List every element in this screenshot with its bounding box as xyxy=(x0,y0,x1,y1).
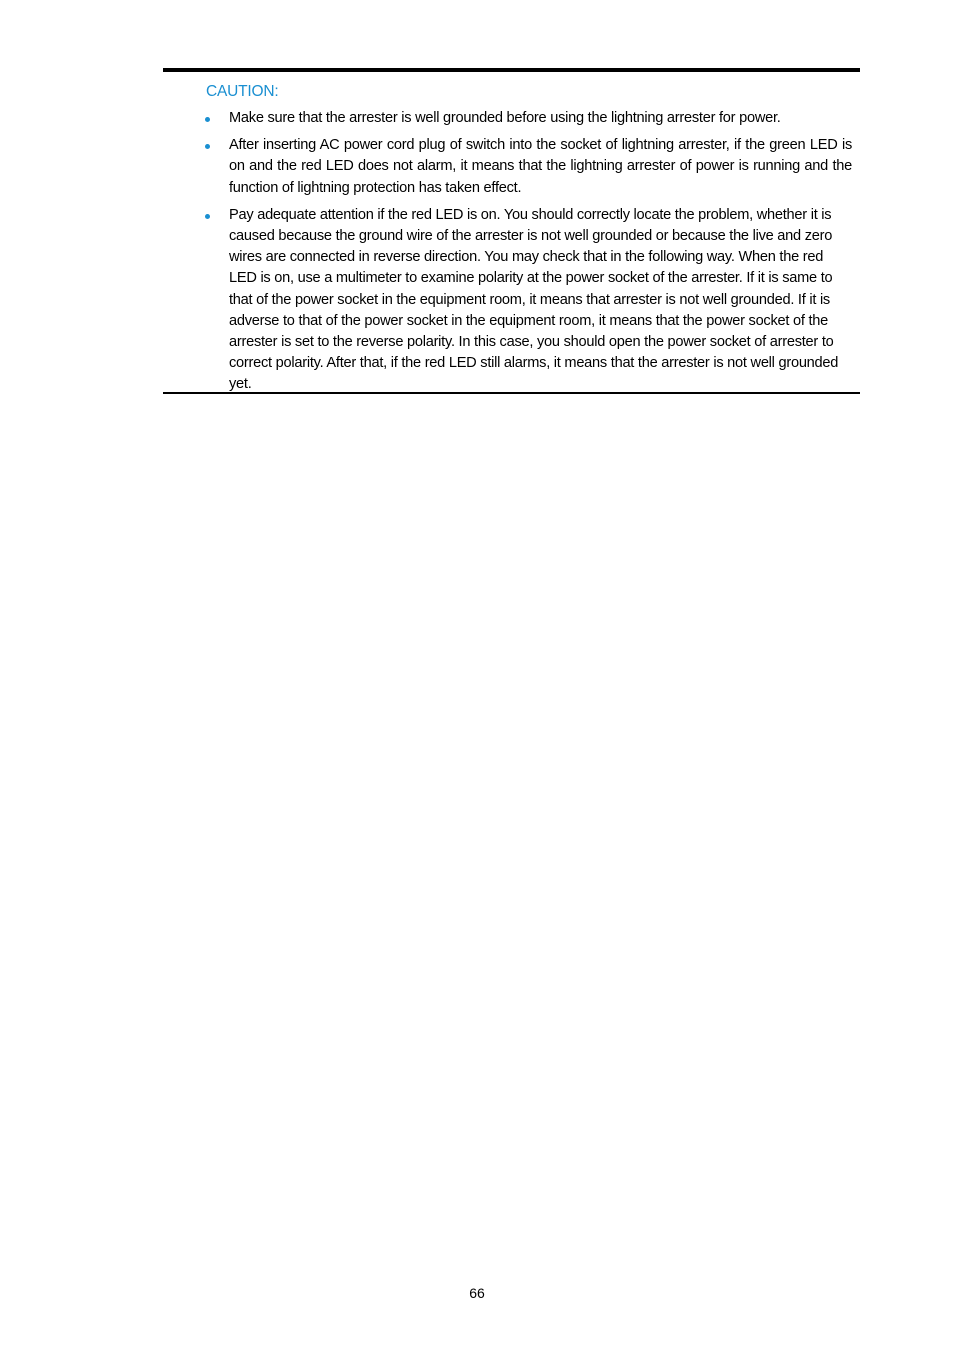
caution-box xyxy=(163,68,860,394)
page-number: 66 xyxy=(469,1285,485,1301)
list-item-text: Pay adequate attention if the red LED is on. You should correctly locate the problem, whether it is caused because the ground wire of the arrester is not well grounded or because the live and zero wires are connected in reverse direction. You may check that in the following way. When the red LED is on, use a multimeter to examine polarity at the power socket of the arrester. If it is same to that of the power socket in the equipment room, it means that arrester is not well grounded. If it is adverse to that of the power socket in the equipment room, it means that the power socket of the arrester is set to the reverse polarity. In this case, you should open the power socket of arrester to correct polarity. After that, if the red LED still alarms, it means that the arrester is not well grounded yet. xyxy=(229,206,839,393)
list-item xyxy=(204,205,852,396)
list-item xyxy=(204,135,852,199)
caution-label: CAUTION: xyxy=(206,83,279,100)
list-item-text: Make sure that the arrester is well grounded before using the lightning arrester for power. xyxy=(229,110,781,126)
list-item-text: After inserting AC power cord plug of switch into the socket of lightning arrester, if the green LED is on and the red LED does not alarm, it means that the lightning arrester of power is running and the function of lightning protection has taken effect. xyxy=(229,137,852,196)
bullet-icon xyxy=(205,117,210,122)
list-item xyxy=(204,108,852,129)
bullet-icon xyxy=(205,144,210,149)
caution-list xyxy=(204,108,852,396)
bullet-icon xyxy=(205,214,210,219)
